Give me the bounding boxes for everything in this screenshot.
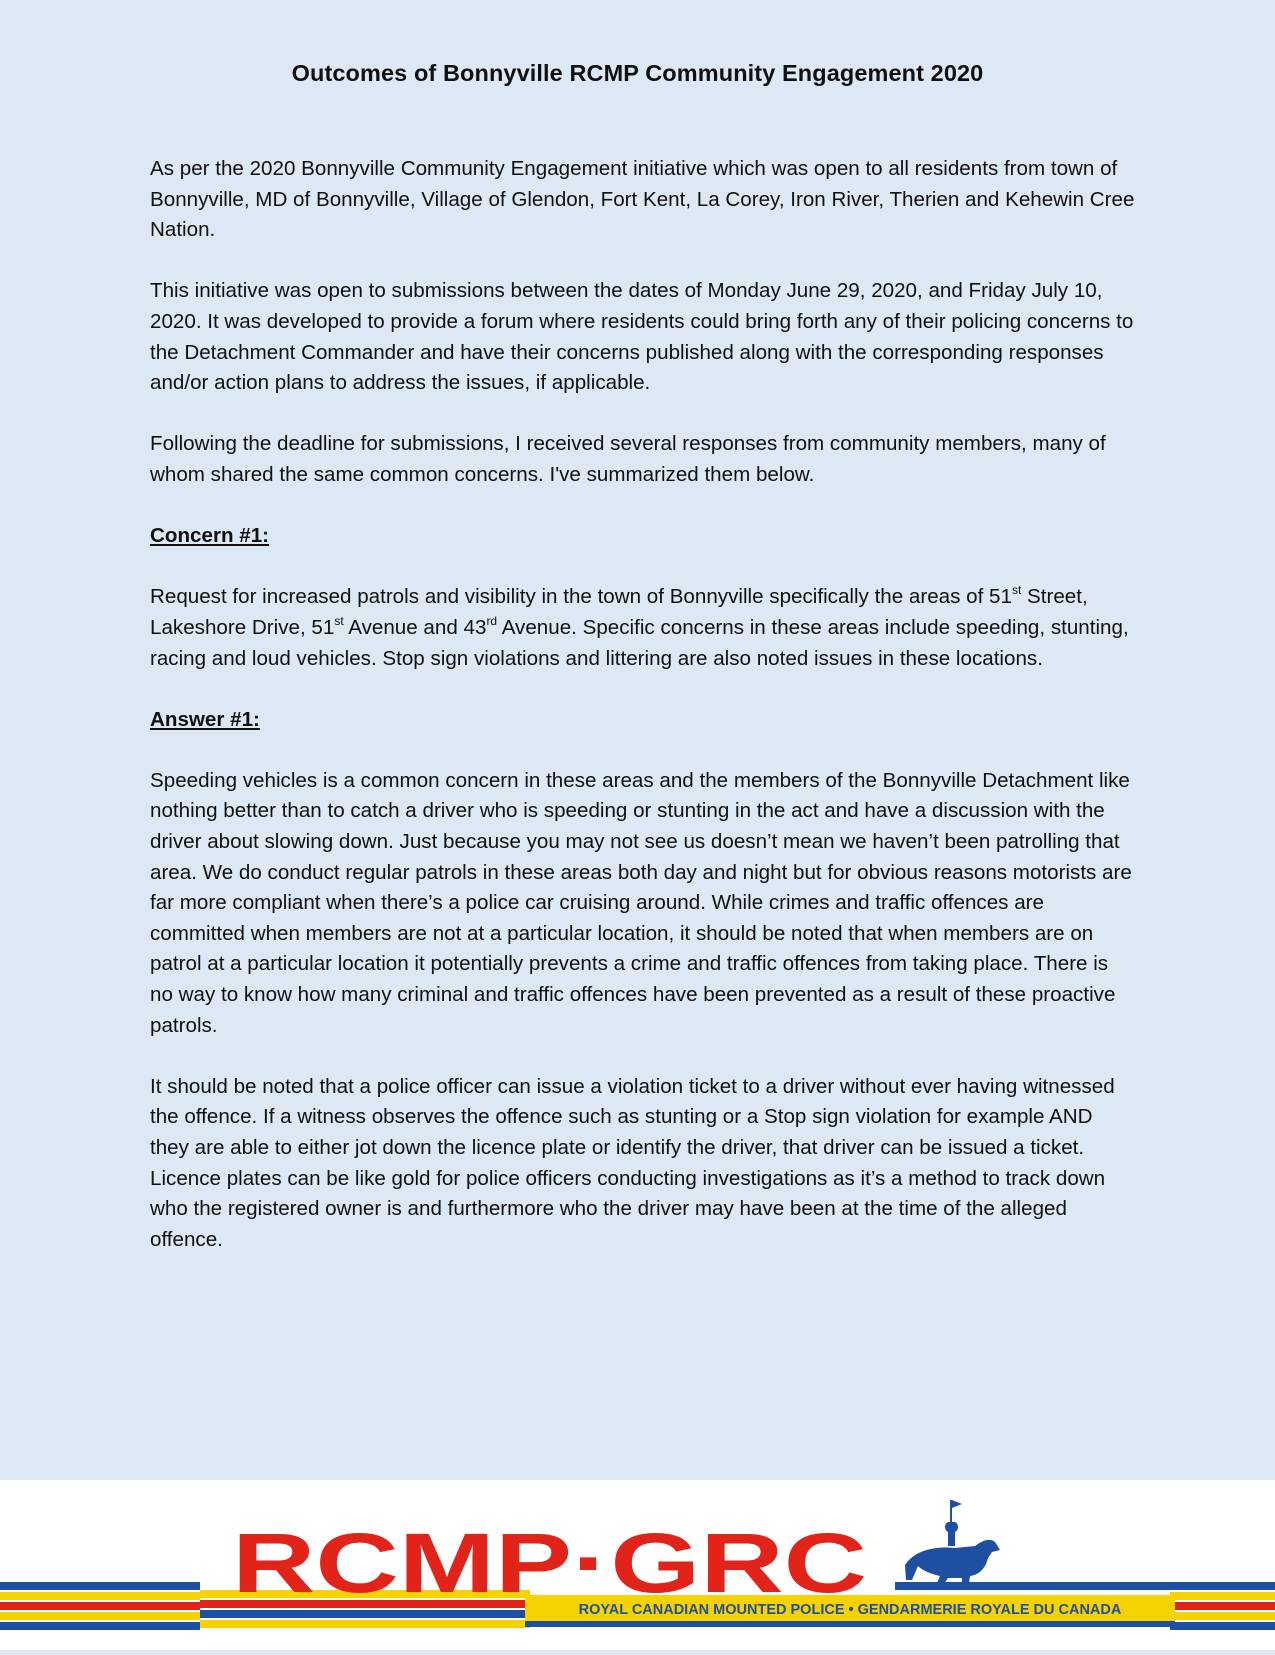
summary-paragraph: Following the deadline for submissions, I received several responses from community members, many of whom shared the same common concerns. I've summarized them below. (150, 432, 1106, 486)
rcmp-banner-graphic (0, 1480, 1275, 1650)
mountie-horse-icon (905, 1500, 1000, 1590)
answer-1-heading: Answer #1: (150, 707, 260, 731)
concern-1-heading: Concern #1: (150, 524, 270, 548)
rcmp-footer-banner (0, 1480, 1275, 1650)
page-title: Outcomes of Bonnyville RCMP Community Engagement 2020 (291, 60, 984, 86)
document-content (150, 154, 1135, 1286)
concern-1-text: Request for increased patrols and visibility in the town of Bonnyville specifically the areas of 51st Street, Lakeshore Drive, 51st Avenue and 43rd Avenue. Specific concerns in these areas include speeding, stunting, racing and loud vehicles. Stop sign violations and littering are also noted issues in these locations. (150, 583, 1129, 670)
dates-paragraph: This initiative was open to submissions between the dates of Monday June 29, 2020, and Friday July 10, 2020. It was developed to provide a forum where residents could bring forth any of their policing concerns to the Detachment Commander and have their concerns published along with the corresponding responses and/or action plans to address the issues, if applicable. (150, 279, 1134, 395)
footer-tagline: ROYAL CANADIAN MOUNTED POLICE • GENDARMERIE ROYALE DU CANADA (578, 1602, 1122, 1618)
answer-1-paragraph-1: Speeding vehicles is a common concern in these areas and the members of the Bonnyville Detachment like nothing better than to catch a driver who is speeding or stunting in the act and have a discussion with the driver about slowing down. Just because you may not see us doesn’t mean we haven’t been patrolling that area. We do conduct regular patrols in these areas both day and night but for obvious reasons motorists are far more compliant when there’s a police car cruising around. While crimes and traffic offences are committed when members are not at a particular location, it should be noted that when members are on patrol at a particular location it potentially prevents a crime and traffic offences from taking place. There is no way to know how many criminal and traffic offences have been prevented as a result of these proactive patrols. (150, 768, 1132, 1037)
answer-1-paragraph-2: It should be noted that a police officer can issue a violation ticket to a driver without ever having witnessed the offence. If a witness observes the offence such as stunting or a Stop sign violation for example AND they are able to either jot down the licence plate or identify the driver, that driver can be issued a ticket. Licence plates can be like gold for police officers conducting investigations as it’s a method to track down who the registered owner is and furthermore who the driver may have been at the time of the alleged offence. (150, 1074, 1115, 1251)
rcmp-grc-logo-text: RCMP·GRC (232, 1516, 867, 1610)
intro-paragraph: As per the 2020 Bonnyville Community Engagement initiative which was open to all residents from town of Bonnyville, MD of Bonnyville, Village of Glendon, Fort Kent, La Corey, Iron River, Therien and Kehewin Cree Nation. (150, 157, 1135, 242)
